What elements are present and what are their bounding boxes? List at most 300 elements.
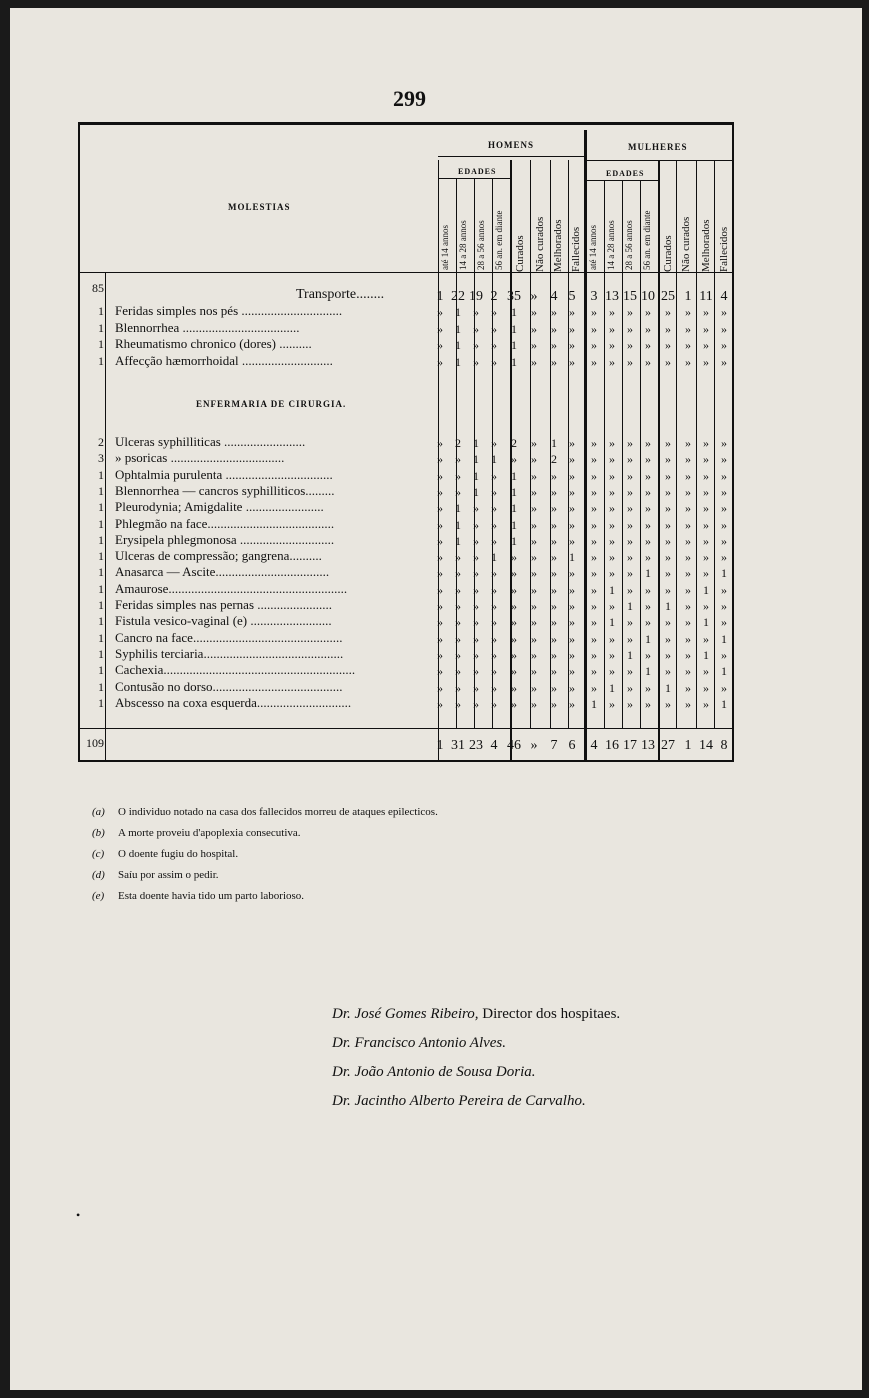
row-5-women-1: » xyxy=(609,517,615,532)
row-2-women-6: » xyxy=(703,338,709,352)
row-9-women-7: » xyxy=(721,582,727,597)
row-0-women-2: » xyxy=(627,436,633,450)
row-0-men-3: » xyxy=(491,305,497,319)
mulheres-header: MULHERES xyxy=(628,142,688,152)
transport-men-5: » xyxy=(530,289,538,304)
signature-name: José Gomes Ribeiro, xyxy=(350,1006,479,1022)
row-6-women-2: » xyxy=(627,533,633,548)
row-6-women-6: » xyxy=(703,533,709,548)
row-count: 1 xyxy=(98,646,104,661)
row-12-women-4: » xyxy=(665,631,671,646)
row-2-men-4: 1 xyxy=(511,468,517,483)
row-0-women-0: » xyxy=(591,305,597,319)
row-6-men-0: » xyxy=(437,533,443,548)
row-0-women-1: » xyxy=(609,436,615,450)
row-15-women-0: » xyxy=(591,680,597,695)
transport-men-4: 35 xyxy=(507,289,521,304)
row-0-women-4: » xyxy=(665,436,671,450)
row-2-men-6: » xyxy=(551,468,557,483)
row-16-men-6: » xyxy=(551,696,557,711)
row-7-women-0: » xyxy=(591,550,597,565)
row-2-men-0: » xyxy=(437,338,443,352)
row-12-women-0: » xyxy=(591,631,597,646)
row-10-women-5: » xyxy=(685,599,691,613)
row-3-men-3: » xyxy=(491,354,497,369)
row-2-women-2: » xyxy=(627,338,633,352)
col-header-men-3: 56 an. em diante xyxy=(494,210,504,270)
transport-women-0: 3 xyxy=(590,289,598,304)
row-13-women-4: » xyxy=(665,647,671,662)
row-13-women-2: 1 xyxy=(627,647,633,662)
row-1-women-0: » xyxy=(591,452,597,467)
row-14-women-0: » xyxy=(591,664,597,679)
footnote-mark: (e) xyxy=(92,890,105,902)
row-count: 1 xyxy=(98,532,104,547)
row-10-women-4: 1 xyxy=(665,599,671,613)
row-9-women-3: » xyxy=(645,582,651,597)
footnote-text: A morte proveiu d'apoplexia consecutiva. xyxy=(118,827,301,839)
transport-women-7: 4 xyxy=(720,289,728,304)
row-5-women-7: » xyxy=(721,517,727,532)
col-header-women-7: Fallecidos xyxy=(718,226,730,272)
row-12-men-4: » xyxy=(511,631,517,646)
row-9-men-3: » xyxy=(491,582,497,597)
row-0-men-7: » xyxy=(569,305,575,319)
signature-name: Francisco Antonio Alves. xyxy=(350,1035,507,1051)
row-6-men-4: 1 xyxy=(511,533,517,548)
header-rule xyxy=(586,160,734,161)
row-3-men-5: » xyxy=(531,354,537,369)
row-8-women-0: » xyxy=(591,566,597,581)
signature-line xyxy=(332,1093,586,1110)
row-0-women-4: » xyxy=(665,305,671,319)
row-7-men-5: » xyxy=(531,550,537,565)
row-11-women-3: » xyxy=(645,615,651,630)
row-4-women-7: » xyxy=(721,501,727,516)
row-4-women-0: » xyxy=(591,501,597,516)
row-1-men-3: » xyxy=(491,321,497,336)
row-2-men-5: » xyxy=(531,468,537,483)
col-header-women-6: Melhorados xyxy=(700,219,712,272)
row-6-men-7: » xyxy=(569,533,575,548)
row-3-women-1: » xyxy=(609,484,615,499)
row-0-men-4: 1 xyxy=(511,305,517,319)
row-8-women-6: » xyxy=(703,566,709,581)
column-rule xyxy=(676,160,677,728)
disease-name: Fistula vesico-vaginal (e) ......................... xyxy=(115,613,332,629)
row-count: 1 xyxy=(98,598,104,612)
row-11-women-2: » xyxy=(627,615,633,630)
total-count: 109 xyxy=(86,736,104,750)
row-13-women-1: » xyxy=(609,647,615,662)
row-count: 1 xyxy=(98,337,104,351)
page-number: 299 xyxy=(393,86,426,111)
row-1-women-7: » xyxy=(721,321,727,336)
col-header-men-7: Fallecidos xyxy=(570,226,582,272)
row-16-men-1: » xyxy=(455,696,461,711)
row-0-men-0: » xyxy=(437,305,443,319)
row-16-men-0: » xyxy=(437,696,443,711)
row-13-men-5: » xyxy=(531,647,537,662)
row-0-men-7: » xyxy=(569,436,575,450)
row-9-men-7: » xyxy=(569,582,575,597)
row-16-women-5: » xyxy=(685,696,691,711)
row-10-men-5: » xyxy=(531,599,537,613)
row-8-men-4: » xyxy=(511,566,517,581)
row-13-women-0: » xyxy=(591,647,597,662)
row-8-men-0: » xyxy=(437,566,443,581)
row-16-women-1: » xyxy=(609,696,615,711)
row-15-men-5: » xyxy=(531,680,537,695)
row-count: 1 xyxy=(98,467,104,482)
row-1-women-6: » xyxy=(703,452,709,467)
row-count: 1 xyxy=(98,500,104,515)
row-14-men-1: » xyxy=(455,664,461,679)
row-6-men-1: 1 xyxy=(455,533,461,548)
total-women-2: 17 xyxy=(623,738,637,753)
row-1-women-4: » xyxy=(665,321,671,336)
row-12-women-6: » xyxy=(703,631,709,646)
row-8-women-3: 1 xyxy=(645,566,651,581)
row-16-men-2: » xyxy=(473,696,479,711)
footnote-text: Esta doente havia tido um parto laborioso. xyxy=(118,890,305,902)
row-1-men-4: » xyxy=(511,452,517,467)
row-count: 2 xyxy=(98,435,104,449)
row-8-men-5: » xyxy=(531,566,537,581)
row-11-men-5: » xyxy=(531,615,537,630)
row-1-men-3: 1 xyxy=(491,452,497,467)
edades-header-women: EDADES xyxy=(606,169,645,178)
col-header-men-4: Curados xyxy=(514,235,526,272)
row-8-men-3: » xyxy=(491,566,497,581)
row-0-men-6: 1 xyxy=(551,436,557,450)
total-women-6: 14 xyxy=(699,738,713,753)
row-15-men-4: » xyxy=(511,680,517,695)
row-count: 1 xyxy=(98,320,104,335)
row-14-women-6: » xyxy=(703,664,709,679)
row-2-women-5: » xyxy=(685,468,691,483)
row-15-men-3: » xyxy=(491,680,497,695)
total-women-7: 8 xyxy=(720,738,728,753)
row-12-men-0: » xyxy=(437,631,443,646)
row-9-men-1: » xyxy=(455,582,461,597)
row-5-men-4: 1 xyxy=(511,517,517,532)
row-15-women-7: » xyxy=(721,680,727,695)
row-5-women-4: » xyxy=(665,517,671,532)
row-8-women-7: 1 xyxy=(721,566,727,581)
row-4-women-2: » xyxy=(627,501,633,516)
row-14-women-7: 1 xyxy=(721,664,727,679)
header-rule xyxy=(438,178,510,179)
row-1-men-7: » xyxy=(569,452,575,467)
row-1-women-3: » xyxy=(645,321,651,336)
row-4-women-4: » xyxy=(665,501,671,516)
total-women-0: 4 xyxy=(590,738,598,753)
disease-name: Affecção hæmorrhoidal ............................ xyxy=(115,352,333,368)
transport-women-3: 10 xyxy=(641,289,655,304)
column-rule xyxy=(714,160,715,728)
row-16-women-7: 1 xyxy=(721,696,727,711)
homens-header: HOMENS xyxy=(488,140,535,150)
row-3-women-6: » xyxy=(703,484,709,499)
row-11-women-4: » xyxy=(665,615,671,630)
row-3-women-4: » xyxy=(665,484,671,499)
row-15-men-6: » xyxy=(551,680,557,695)
row-7-men-1: » xyxy=(455,550,461,565)
transport-women-2: 15 xyxy=(623,289,637,304)
row-0-men-1: 1 xyxy=(455,305,461,319)
signature-line xyxy=(332,1064,535,1081)
row-count: 1 xyxy=(98,565,104,580)
disease-name: Anasarca — Ascite................................... xyxy=(115,564,330,580)
row-11-men-2: » xyxy=(473,615,479,630)
row-14-men-7: » xyxy=(569,664,575,679)
row-3-women-0: » xyxy=(591,354,597,369)
total-women-3: 13 xyxy=(641,738,655,753)
transport-men-6: 4 xyxy=(550,289,558,304)
row-7-women-5: » xyxy=(685,550,691,565)
row-2-men-4: 1 xyxy=(511,338,517,352)
row-1-men-6: 2 xyxy=(551,452,557,467)
row-3-men-4: 1 xyxy=(511,354,517,369)
row-7-men-7: 1 xyxy=(569,550,575,565)
disease-name: Cancro na face.............................................. xyxy=(115,629,343,645)
row-5-men-6: » xyxy=(551,517,557,532)
col-header-women-5: Não curados xyxy=(680,216,692,272)
row-3-women-5: » xyxy=(685,354,691,369)
col-header-men-5: Não curados xyxy=(534,216,546,272)
row-4-women-6: » xyxy=(703,501,709,516)
column-rule xyxy=(696,160,697,728)
row-0-men-3: » xyxy=(491,436,497,450)
row-7-men-3: 1 xyxy=(491,550,497,565)
row-13-men-7: » xyxy=(569,647,575,662)
row-4-men-0: » xyxy=(437,501,443,516)
col-header-women-2: 28 a 56 annos xyxy=(624,220,634,270)
row-3-women-0: » xyxy=(591,484,597,499)
row-12-men-7: » xyxy=(569,631,575,646)
row-9-women-1: 1 xyxy=(609,582,615,597)
row-4-men-3: » xyxy=(491,501,497,516)
row-0-women-3: » xyxy=(645,436,651,450)
row-12-men-5: » xyxy=(531,631,537,646)
row-5-men-0: » xyxy=(437,517,443,532)
row-13-men-3: » xyxy=(491,647,497,662)
row-11-women-5: » xyxy=(685,615,691,630)
transport-men-2: 19 xyxy=(469,289,483,304)
row-2-women-4: » xyxy=(665,338,671,352)
row-6-women-1: » xyxy=(609,533,615,548)
col-header-women-3: 56 an. em diante xyxy=(642,210,652,270)
row-11-men-7: » xyxy=(569,615,575,630)
signature-title: Dr. xyxy=(332,1006,351,1022)
total-men-7: 6 xyxy=(568,738,576,753)
row-10-men-1: » xyxy=(455,599,461,613)
transport-women-5: 1 xyxy=(684,289,692,304)
row-count: 1 xyxy=(98,630,104,645)
row-6-men-5: » xyxy=(531,533,537,548)
row-10-men-2: » xyxy=(473,599,479,613)
row-3-women-2: » xyxy=(627,484,633,499)
row-4-men-7: » xyxy=(569,501,575,516)
row-12-women-7: 1 xyxy=(721,631,727,646)
row-6-men-6: » xyxy=(551,533,557,548)
row-9-men-4: » xyxy=(511,582,517,597)
row-count: 1 xyxy=(98,614,104,629)
row-4-men-6: » xyxy=(551,501,557,516)
total-women-5: 1 xyxy=(684,738,692,753)
row-3-men-2: » xyxy=(473,354,479,369)
transport-men-7: 5 xyxy=(568,289,576,304)
edades-header-men: EDADES xyxy=(458,167,497,176)
row-3-men-0: » xyxy=(437,354,443,369)
row-1-men-2: » xyxy=(473,321,479,336)
transport-label: Transporte........ xyxy=(296,287,385,302)
total-women-4: 27 xyxy=(661,738,675,753)
total-men-0: 1 xyxy=(436,738,444,753)
row-2-women-1: » xyxy=(609,468,615,483)
row-3-women-1: » xyxy=(609,354,615,369)
row-5-women-0: » xyxy=(591,517,597,532)
row-5-men-1: 1 xyxy=(455,517,461,532)
row-11-women-0: » xyxy=(591,615,597,630)
row-16-men-5: » xyxy=(531,696,537,711)
total-men-4: 46 xyxy=(507,738,521,753)
row-3-men-3: » xyxy=(491,484,497,499)
row-2-women-7: » xyxy=(721,338,727,352)
row-12-men-3: » xyxy=(491,631,497,646)
row-0-women-7: » xyxy=(721,436,727,450)
row-1-women-1: » xyxy=(609,452,615,467)
row-12-men-6: » xyxy=(551,631,557,646)
row-0-women-3: » xyxy=(645,305,651,319)
row-0-women-1: » xyxy=(609,305,615,319)
row-10-men-3: » xyxy=(491,599,497,613)
row-15-women-3: » xyxy=(645,680,651,695)
row-1-men-2: 1 xyxy=(473,452,479,467)
row-count: 1 xyxy=(98,483,104,498)
row-2-women-3: » xyxy=(645,468,651,483)
row-7-women-4: » xyxy=(665,550,671,565)
row-4-men-4: 1 xyxy=(511,501,517,516)
row-16-women-2: » xyxy=(627,696,633,711)
row-3-women-5: » xyxy=(685,484,691,499)
row-10-women-1: » xyxy=(609,599,615,613)
row-2-men-6: » xyxy=(551,338,557,352)
disease-name: Contusão no dorso........................................ xyxy=(115,678,343,694)
row-13-men-2: » xyxy=(473,647,479,662)
row-2-women-4: » xyxy=(665,468,671,483)
row-15-women-6: » xyxy=(703,680,709,695)
row-10-women-2: 1 xyxy=(627,599,633,613)
col-header-women-0: até 14 annos xyxy=(588,225,598,270)
row-8-men-2: » xyxy=(473,566,479,581)
row-1-women-6: » xyxy=(703,321,709,336)
row-15-men-2: » xyxy=(473,680,479,695)
row-3-men-2: 1 xyxy=(473,484,479,499)
row-16-men-4: » xyxy=(511,696,517,711)
row-8-women-2: » xyxy=(627,566,633,581)
row-10-men-7: » xyxy=(569,599,575,613)
row-count: 3 xyxy=(98,451,104,466)
row-1-women-3: » xyxy=(645,452,651,467)
row-1-men-0: » xyxy=(437,452,443,467)
col-header-women-1: 14 a 28 annos xyxy=(606,220,616,270)
row-6-women-5: » xyxy=(685,533,691,548)
row-14-women-5: » xyxy=(685,664,691,679)
row-1-men-6: » xyxy=(551,321,557,336)
row-5-men-5: » xyxy=(531,517,537,532)
row-3-men-7: » xyxy=(569,354,575,369)
row-3-men-1: 1 xyxy=(455,354,461,369)
disease-name: Abscesso na coxa esquerda............................. xyxy=(115,694,352,710)
row-11-women-7: » xyxy=(721,615,727,630)
row-9-women-6: 1 xyxy=(703,582,709,597)
disease-name: Ophtalmia purulenta ................................. xyxy=(115,466,333,482)
footnote-mark: (b) xyxy=(92,827,105,839)
row-2-women-0: » xyxy=(591,338,597,352)
row-10-men-0: » xyxy=(437,599,443,613)
disease-name: Blennorrhea .................................... xyxy=(115,319,300,335)
transport-women-6: 11 xyxy=(699,289,713,304)
signature-line xyxy=(332,1006,620,1023)
row-3-women-2: » xyxy=(627,354,633,369)
signature-title: Dr. xyxy=(332,1035,351,1051)
row-4-women-5: » xyxy=(685,501,691,516)
row-16-women-4: » xyxy=(665,696,671,711)
transport-men-3: 2 xyxy=(490,289,498,304)
row-3-men-6: » xyxy=(551,354,557,369)
row-15-men-0: » xyxy=(437,680,443,695)
row-5-women-6: » xyxy=(703,517,709,532)
row-6-men-3: » xyxy=(491,533,497,548)
row-2-men-7: » xyxy=(569,338,575,352)
row-10-men-6: » xyxy=(551,599,557,613)
footnote-text: O individuo notado na casa dos fallecidos morreu de ataques epilecticos. xyxy=(118,806,438,818)
row-5-men-7: » xyxy=(569,517,575,532)
disease-name: Pleurodynia; Amigdalite ........................ xyxy=(115,499,324,515)
row-2-men-0: » xyxy=(437,468,443,483)
row-12-women-1: » xyxy=(609,631,615,646)
row-13-men-0: » xyxy=(437,647,443,662)
disease-name: Erysipela phlegmonosa ............................. xyxy=(115,531,335,547)
row-16-men-3: » xyxy=(491,696,497,711)
disease-name: Phlegmão na face....................................... xyxy=(115,515,335,531)
row-2-women-2: » xyxy=(627,468,633,483)
section-title: ENFERMARIA DE CIRURGIA. xyxy=(196,399,347,409)
row-7-men-4: » xyxy=(511,550,517,565)
row-9-men-5: » xyxy=(531,582,537,597)
row-13-women-6: 1 xyxy=(703,647,709,662)
row-2-women-0: » xyxy=(591,468,597,483)
row-11-women-6: 1 xyxy=(703,615,709,630)
signature-name: João Antonio de Sousa Doria. xyxy=(350,1064,536,1080)
row-11-men-1: » xyxy=(455,615,461,630)
row-14-women-3: 1 xyxy=(645,664,651,679)
row-5-women-2: » xyxy=(627,517,633,532)
total-men-6: 7 xyxy=(550,738,558,753)
row-1-women-7: » xyxy=(721,452,727,467)
row-6-women-4: » xyxy=(665,533,671,548)
row-15-men-7: » xyxy=(569,680,575,695)
row-3-men-0: » xyxy=(437,484,443,499)
row-0-men-1: 2 xyxy=(455,436,461,450)
row-15-women-1: 1 xyxy=(609,680,615,695)
row-7-men-2: » xyxy=(473,550,479,565)
disease-name: Rheumatismo chronico (dores) .......... xyxy=(115,336,312,351)
row-1-men-5: » xyxy=(531,321,537,336)
row-1-women-1: » xyxy=(609,321,615,336)
